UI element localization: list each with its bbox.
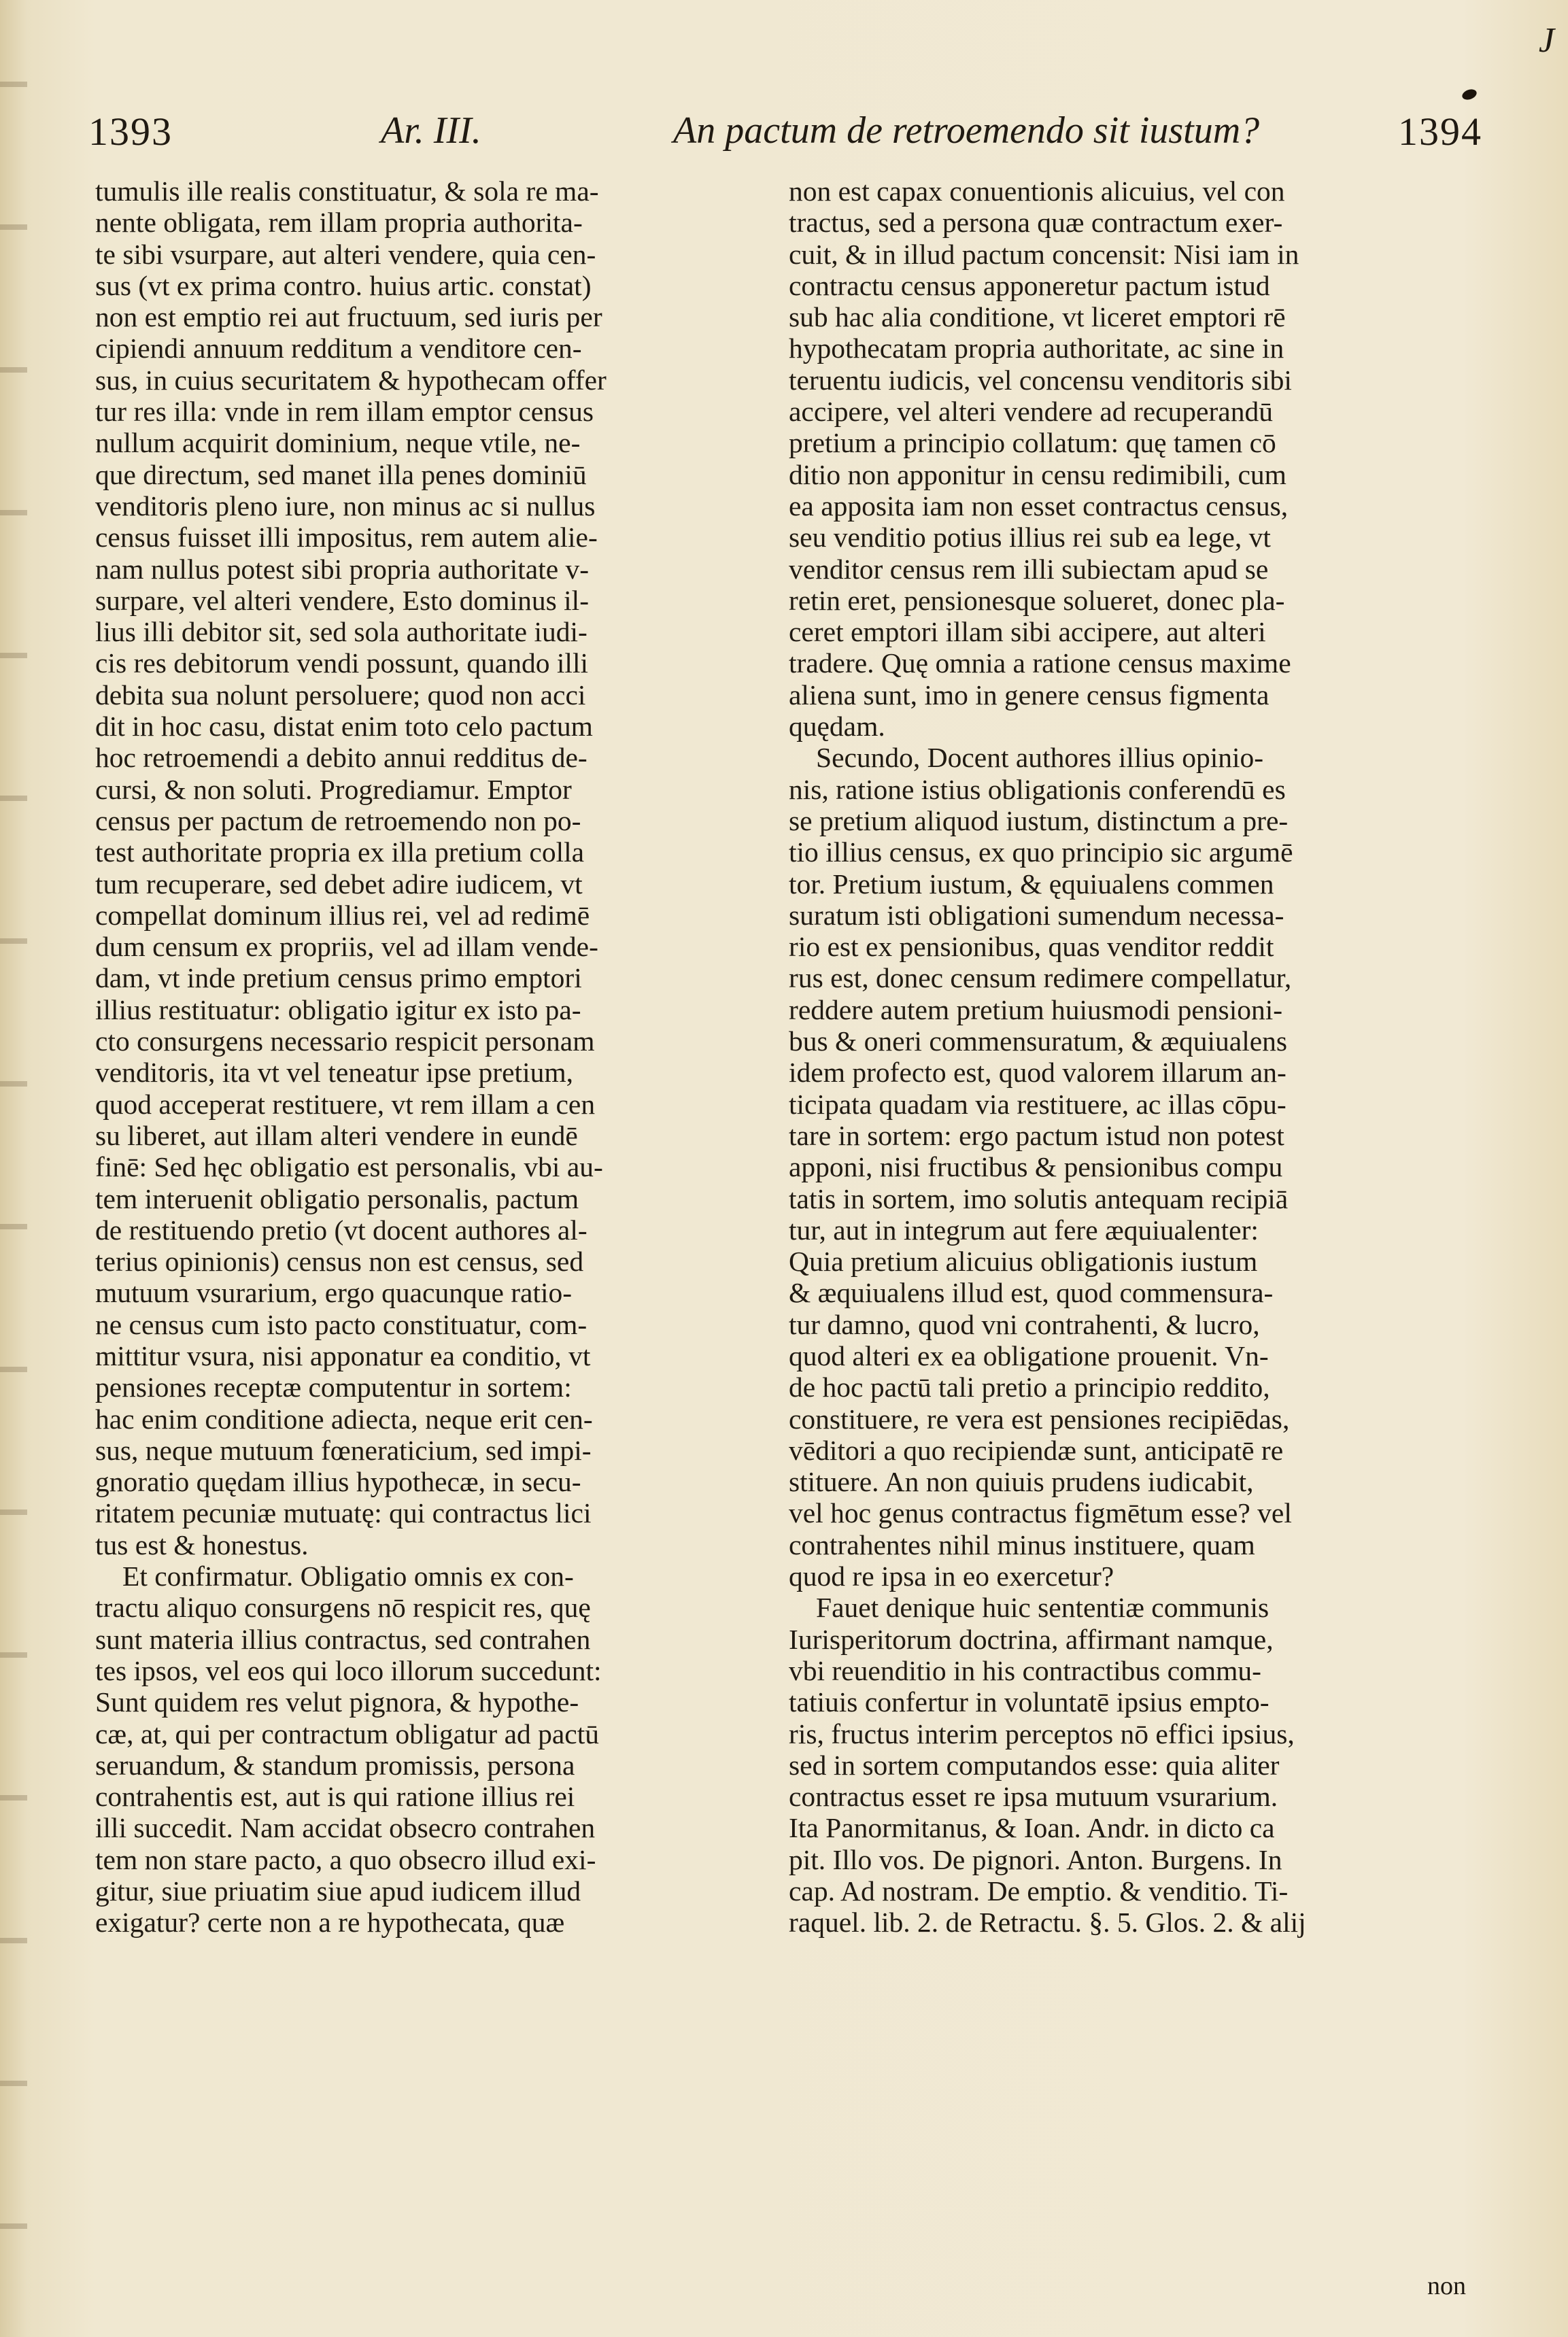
text-line: contrahentes nihil minus instituere, quam <box>789 1529 1255 1560</box>
ink-blot <box>1461 88 1478 102</box>
catchword: non <box>1427 2272 1466 2300</box>
text-line: cto consurgens necessario respicit personam <box>95 1025 595 1057</box>
text-line: cursi, & non soluti. Progrediamur. Emptor <box>95 773 572 805</box>
text-line: venditoris, ita vt vel teneatur ipse pretium, <box>95 1057 574 1089</box>
text-line: illi succedit. Nam accidat obsecro contrahen <box>95 1812 596 1844</box>
text-line: debita sua nolunt persoluere; quod non acci <box>95 679 586 711</box>
text-line: pretium a principio collatum: quę tamen cō <box>789 427 1276 459</box>
text-line: vēditori a quo recipiendæ sunt, anticipatē re <box>789 1434 1284 1466</box>
text-line: ditio non apponitur in censu redimibili, cum <box>789 458 1286 490</box>
text-line: sed in sortem computandos esse: quia aliter <box>789 1749 1280 1781</box>
text-line: cuit, & in illud pactum concensit: Nisi iam in <box>789 238 1299 270</box>
text-line: quod acceperat restituere, vt rem illam a cen <box>95 1088 596 1120</box>
text-line: seruandum, & standum promissis, persona <box>95 1749 575 1781</box>
text-line: dum censum ex propriis, vel ad illam vende- <box>95 931 598 963</box>
text-line: bus & oneri commensuratum, & æquiualens <box>789 1025 1288 1057</box>
text-line: nente obligata, rem illam propria authorita- <box>95 207 583 239</box>
text-line: tatiuis confertur in voluntatē ipsius empto- <box>789 1686 1269 1718</box>
text-line: vbi reuenditio in his contractibus commu- <box>789 1654 1261 1686</box>
text-line: Et confirmatur. Obligatio omnis ex con- <box>122 1560 574 1592</box>
text-line: rus est, donec censum redimere compellatur, <box>789 962 1292 994</box>
text-line: nam nullus potest sibi propria authoritate v- <box>95 553 590 585</box>
text-line: tes ipsos, vel eos qui loco illorum succedunt: <box>95 1654 602 1686</box>
text-line: tractu aliquo consurgens nō respicit res, quę <box>95 1592 591 1624</box>
text-line: pit. Illo vos. De pignori. Anton. Burgens. In <box>789 1843 1282 1875</box>
text-line: su liberet, aut illam alteri vendere in eundē <box>95 1119 578 1151</box>
text-line: lius illi debitor sit, sed sola authoritate iudi- <box>95 616 587 648</box>
text-line: hoc retroemendi a debito annui redditus de- <box>95 742 587 774</box>
text-line: tatis in sortem, imo solutis antequam recipiā <box>789 1182 1289 1214</box>
text-line: illius restituatur: obligatio igitur ex isto pa- <box>95 993 581 1025</box>
text-line: ea apposita iam non esset contractus census, <box>789 490 1289 522</box>
text-line: accipere, vel alteri vendere ad recuperandū <box>789 396 1273 428</box>
page-number-left: 1393 <box>88 109 173 154</box>
text-line: cap. Ad nostram. De emptio. & venditio. Ti- <box>789 1875 1289 1907</box>
text-line: ceret emptori illam sibi accipere, aut alteri <box>789 616 1266 648</box>
text-line: non est capax conuentionis alicuius, vel con <box>789 175 1285 207</box>
text-line: surpare, vel alteri vendere, Esto dominus il- <box>95 584 590 616</box>
text-line: constituere, re vera est pensiones recipiēdas, <box>789 1403 1290 1435</box>
article-label: Ar. III. <box>381 109 481 152</box>
text-line: tare in sortem: ergo pactum istud non potest <box>789 1119 1284 1151</box>
text-line: venditoris pleno iure, non minus ac si nullus <box>95 490 596 522</box>
text-line: tur damno, quod vni contrahenti, & lucro, <box>789 1308 1260 1340</box>
text-line: hac enim conditione adiecta, neque erit cen- <box>95 1403 593 1435</box>
text-line: de restituendo pretio (vt docent authores al- <box>95 1214 587 1246</box>
text-line: tractus, sed a persona quæ contractum exer- <box>789 207 1283 239</box>
text-line: finē: Sed hęc obligatio est personalis, vbi au- <box>95 1151 603 1183</box>
text-line: tum recuperare, sed debet adire iudicem, vt <box>95 868 583 900</box>
text-line: gnoratio quędam illius hypothecæ, in secu- <box>95 1466 581 1498</box>
text-line: compellat dominum illius rei, vel ad redimē <box>95 899 590 931</box>
text-line: Secundo, Docent authores illius opinio- <box>816 742 1264 774</box>
text-line: non est emptio rei aut fructuum, sed iuris per <box>95 301 602 333</box>
text-line: cipiendi annuum redditum a venditore cen- <box>95 332 582 364</box>
text-line: contractus esset re ipsa mutuum vsurarium. <box>789 1781 1278 1813</box>
text-line: contractu census apponeretur pactum istud <box>789 269 1270 301</box>
text-line: apponi, nisi fructibus & pensionibus compu <box>789 1151 1283 1183</box>
text-line: Fauet denique huic sententiæ communis <box>816 1592 1269 1624</box>
corner-mark: J <box>1538 21 1554 60</box>
text-line: nis, ratione istius obligationis conferendū es <box>789 773 1286 805</box>
text-line: pensiones receptæ computentur in sortem: <box>95 1371 572 1403</box>
text-line: ritatem pecuniæ mutuatę: qui contractus lici <box>95 1497 592 1529</box>
text-line: tur res illa: vnde in rem illam emptor census <box>95 396 594 428</box>
text-line: sunt materia illius contractus, sed contrahen <box>95 1623 591 1655</box>
text-line: quod alteri ex ea obligatione prouenit. Vn- <box>789 1340 1269 1371</box>
text-line: raquel. lib. 2. de Retractu. §. 5. Glos. 2. & alij <box>789 1907 1306 1939</box>
text-line: & æquiualens illud est, quod commensura- <box>789 1277 1274 1309</box>
text-line: tus est & honestus. <box>95 1529 309 1560</box>
text-line: sus (vt ex prima contro. huius artic. constat) <box>95 269 592 301</box>
text-line: vel hoc genus contractus figmētum esse? vel <box>789 1497 1292 1529</box>
text-line: quędam. <box>789 711 885 743</box>
text-line: dit in hoc casu, distat enim toto celo pactum <box>95 711 593 743</box>
text-line: idem profecto est, quod valorem illarum an- <box>789 1057 1286 1089</box>
text-line: suratum isti obligationi sumendum necessa- <box>789 899 1284 931</box>
text-line: teruentu iudicis, vel concensu venditoris sibi <box>789 364 1292 396</box>
text-line: se pretium aliquod iustum, distinctum a pre- <box>789 804 1289 836</box>
text-line: ticipata quadam via restituere, ac illas cōpu- <box>789 1088 1286 1120</box>
text-line: ris, fructus interim perceptos nō effici ipsius, <box>789 1718 1295 1750</box>
text-line: sus, neque mutuum fœneraticium, sed impi- <box>95 1434 592 1466</box>
text-line: tur, aut in integrum aut fere æquiualenter: <box>789 1214 1259 1246</box>
text-line: hypothecatam propria authoritate, ac sine in <box>789 332 1284 364</box>
text-line: Sunt quidem res velut pignora, & hypothe- <box>95 1686 579 1718</box>
text-line: cæ, at, qui per contractum obligatur ad pactū <box>95 1718 599 1750</box>
text-line: stituere. An non quiuis prudens iudicabit, <box>789 1466 1254 1498</box>
text-line: nullum acquirit dominium, neque vtile, ne- <box>95 427 581 459</box>
text-line: ne census cum isto pacto constituatur, com- <box>95 1308 587 1340</box>
text-line: te sibi vsurpare, aut alteri vendere, quia cen- <box>95 238 596 270</box>
running-title: An pactum de retroemendo sit iustum? <box>673 109 1260 152</box>
text-line: aliena sunt, imo in genere census figmenta <box>789 679 1269 711</box>
text-line: seu venditio potius illius rei sub ea lege, vt <box>789 522 1271 553</box>
text-line: de hoc pactū tali pretio a principio reddito, <box>789 1371 1270 1403</box>
left-column <box>95 175 748 1939</box>
text-line: rio est ex pensionibus, quas venditor reddit <box>789 931 1274 963</box>
text-line: exigatur? certe non a re hypothecata, quæ <box>95 1907 565 1939</box>
text-line: mittitur vsura, nisi apponatur ea conditio, vt <box>95 1340 591 1371</box>
text-line: tradere. Quę omnia a ratione census maxime <box>789 647 1291 679</box>
text-line: contrahentis est, aut is qui ratione illius rei <box>95 1781 575 1813</box>
text-line: Ita Panormitanus, & Ioan. Andr. in dicto ca <box>789 1812 1275 1844</box>
text-line: tem interuenit obligatio personalis, pactum <box>95 1182 579 1214</box>
text-line: Iurisperitorum doctrina, affirmant namque, <box>789 1623 1274 1655</box>
text-line: test authoritate propria ex illa pretium colla <box>95 836 585 868</box>
text-line: cis res debitorum vendi possunt, quando illi <box>95 647 589 679</box>
text-line: reddere autem pretium huiusmodi pensioni- <box>789 993 1283 1025</box>
text-line: que directum, sed manet illa penes dominiū <box>95 458 587 490</box>
text-line: mutuum vsurarium, ergo quacunque ratio- <box>95 1277 573 1309</box>
text-line: tor. Pretium iustum, & ęquiualens commen <box>789 868 1274 900</box>
page-header <box>88 102 1482 156</box>
text-line: dam, vt inde pretium census primo emptori <box>95 962 582 994</box>
text-line: retin eret, pensionesque solueret, donec pla- <box>789 584 1285 616</box>
text-line: sub hac alia conditione, vt liceret emptori rē <box>789 301 1286 333</box>
page-number-right: 1394 <box>1398 109 1482 154</box>
text-line: venditor census rem illi subiectam apud se <box>789 553 1269 585</box>
text-line: tumulis ille realis constituatur, & sola re ma- <box>95 175 599 207</box>
text-line: terius opinionis) census non est census, sed <box>95 1246 584 1278</box>
text-line: quod re ipsa in eo exercetur? <box>789 1560 1114 1592</box>
text-line: gitur, siue priuatim siue apud iudicem illud <box>95 1875 581 1907</box>
text-line: tio illius census, ex quo principio sic argumē <box>789 836 1293 868</box>
text-line: tem non stare pacto, a quo obsecro illud exi- <box>95 1843 596 1875</box>
binding-gutter <box>0 0 27 2337</box>
right-column <box>789 175 1462 1939</box>
text-line: census per pactum de retroemendo non po- <box>95 804 581 836</box>
text-line: census fuisset illi impositus, rem autem alie- <box>95 522 598 553</box>
text-line: sus, in cuius securitatem & hypothecam offer <box>95 364 607 396</box>
text-line: Quia pretium alicuius obligationis iustum <box>789 1246 1258 1278</box>
